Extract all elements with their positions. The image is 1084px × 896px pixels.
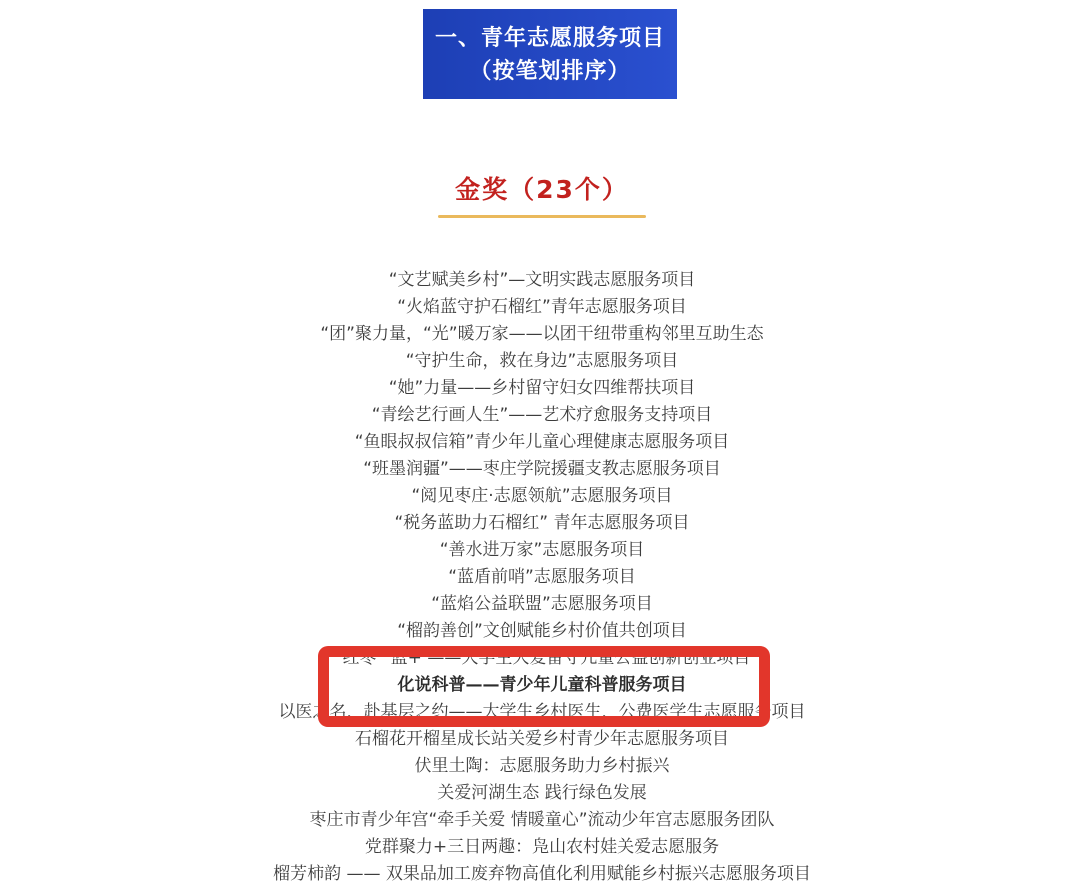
list-item: “榴韵善创”文创赋能乡村价值共创项目 bbox=[397, 621, 687, 641]
list-item: “善水进万家”志愿服务项目 bbox=[439, 540, 645, 560]
list-item: “鱼眼叔叔信箱”青少年儿童心理健康志愿服务项目 bbox=[354, 432, 730, 452]
list-item: “青绘艺行画人生”——艺术疗愈服务支持项目 bbox=[371, 405, 713, 425]
section-title-wrap bbox=[0, 170, 1084, 218]
header-title-line1: 一、青年志愿服务项目 bbox=[434, 26, 665, 51]
section-title: 金奖（23个） bbox=[455, 175, 629, 204]
list-item: 化说科普——青少年儿童科普服务项目 bbox=[397, 675, 687, 695]
header-banner bbox=[423, 9, 677, 99]
gold-award-list bbox=[0, 267, 1084, 888]
list-item: “她”力量——乡村留守妇女四维帮扶项目 bbox=[388, 378, 696, 398]
list-item: “红枣” 蓝+ ——大学生大爱留守儿童公益创新创业项目 bbox=[333, 648, 751, 668]
list-item: 枣庄市青少年宫“牵手关爱 情暖童心”流动少年宫志愿服务团队 bbox=[309, 810, 775, 830]
list-item: “税务蓝助力石榴红” 青年志愿服务项目 bbox=[394, 513, 690, 533]
list-item: “蓝焰公益联盟”志愿服务项目 bbox=[431, 594, 653, 614]
list-item: “蓝盾前哨”志愿服务项目 bbox=[448, 567, 636, 587]
list-item: “文艺赋美乡村”—文明实践志愿服务项目 bbox=[388, 270, 696, 290]
list-item: “火焰蓝守护石榴红”青年志愿服务项目 bbox=[397, 297, 687, 317]
list-item: 以医之名，赴基层之约——大学生乡村医生，公费医学生志愿服务项目 bbox=[278, 702, 806, 722]
list-item: “阅见枣庄·志愿领航”志愿服务项目 bbox=[411, 486, 673, 506]
list-item: 党群聚力+三日两趣：凫山农村娃关爱志愿服务 bbox=[364, 837, 720, 857]
list-item: 榴芳柿韵 —— 双果品加工废弃物高值化利用赋能乡村振兴志愿服务项目 bbox=[273, 864, 811, 884]
list-item: 伏里土陶：志愿服务助力乡村振兴 bbox=[414, 756, 670, 776]
list-item: 关爱河湖生态 践行绿色发展 bbox=[437, 783, 647, 803]
section-title-underline bbox=[438, 215, 646, 218]
list-item: “守护生命，救在身边”志愿服务项目 bbox=[405, 351, 679, 371]
list-item: “班墨润疆”——枣庄学院援疆支教志愿服务项目 bbox=[363, 459, 721, 479]
header-title-line2: （按笔划排序） bbox=[469, 59, 631, 84]
list-item: 石榴花开榴星成长站关爱乡村青少年志愿服务项目 bbox=[355, 729, 729, 749]
list-item: “团”聚力量，“光”暖万家——以团干纽带重构邻里互助生态 bbox=[320, 324, 764, 344]
